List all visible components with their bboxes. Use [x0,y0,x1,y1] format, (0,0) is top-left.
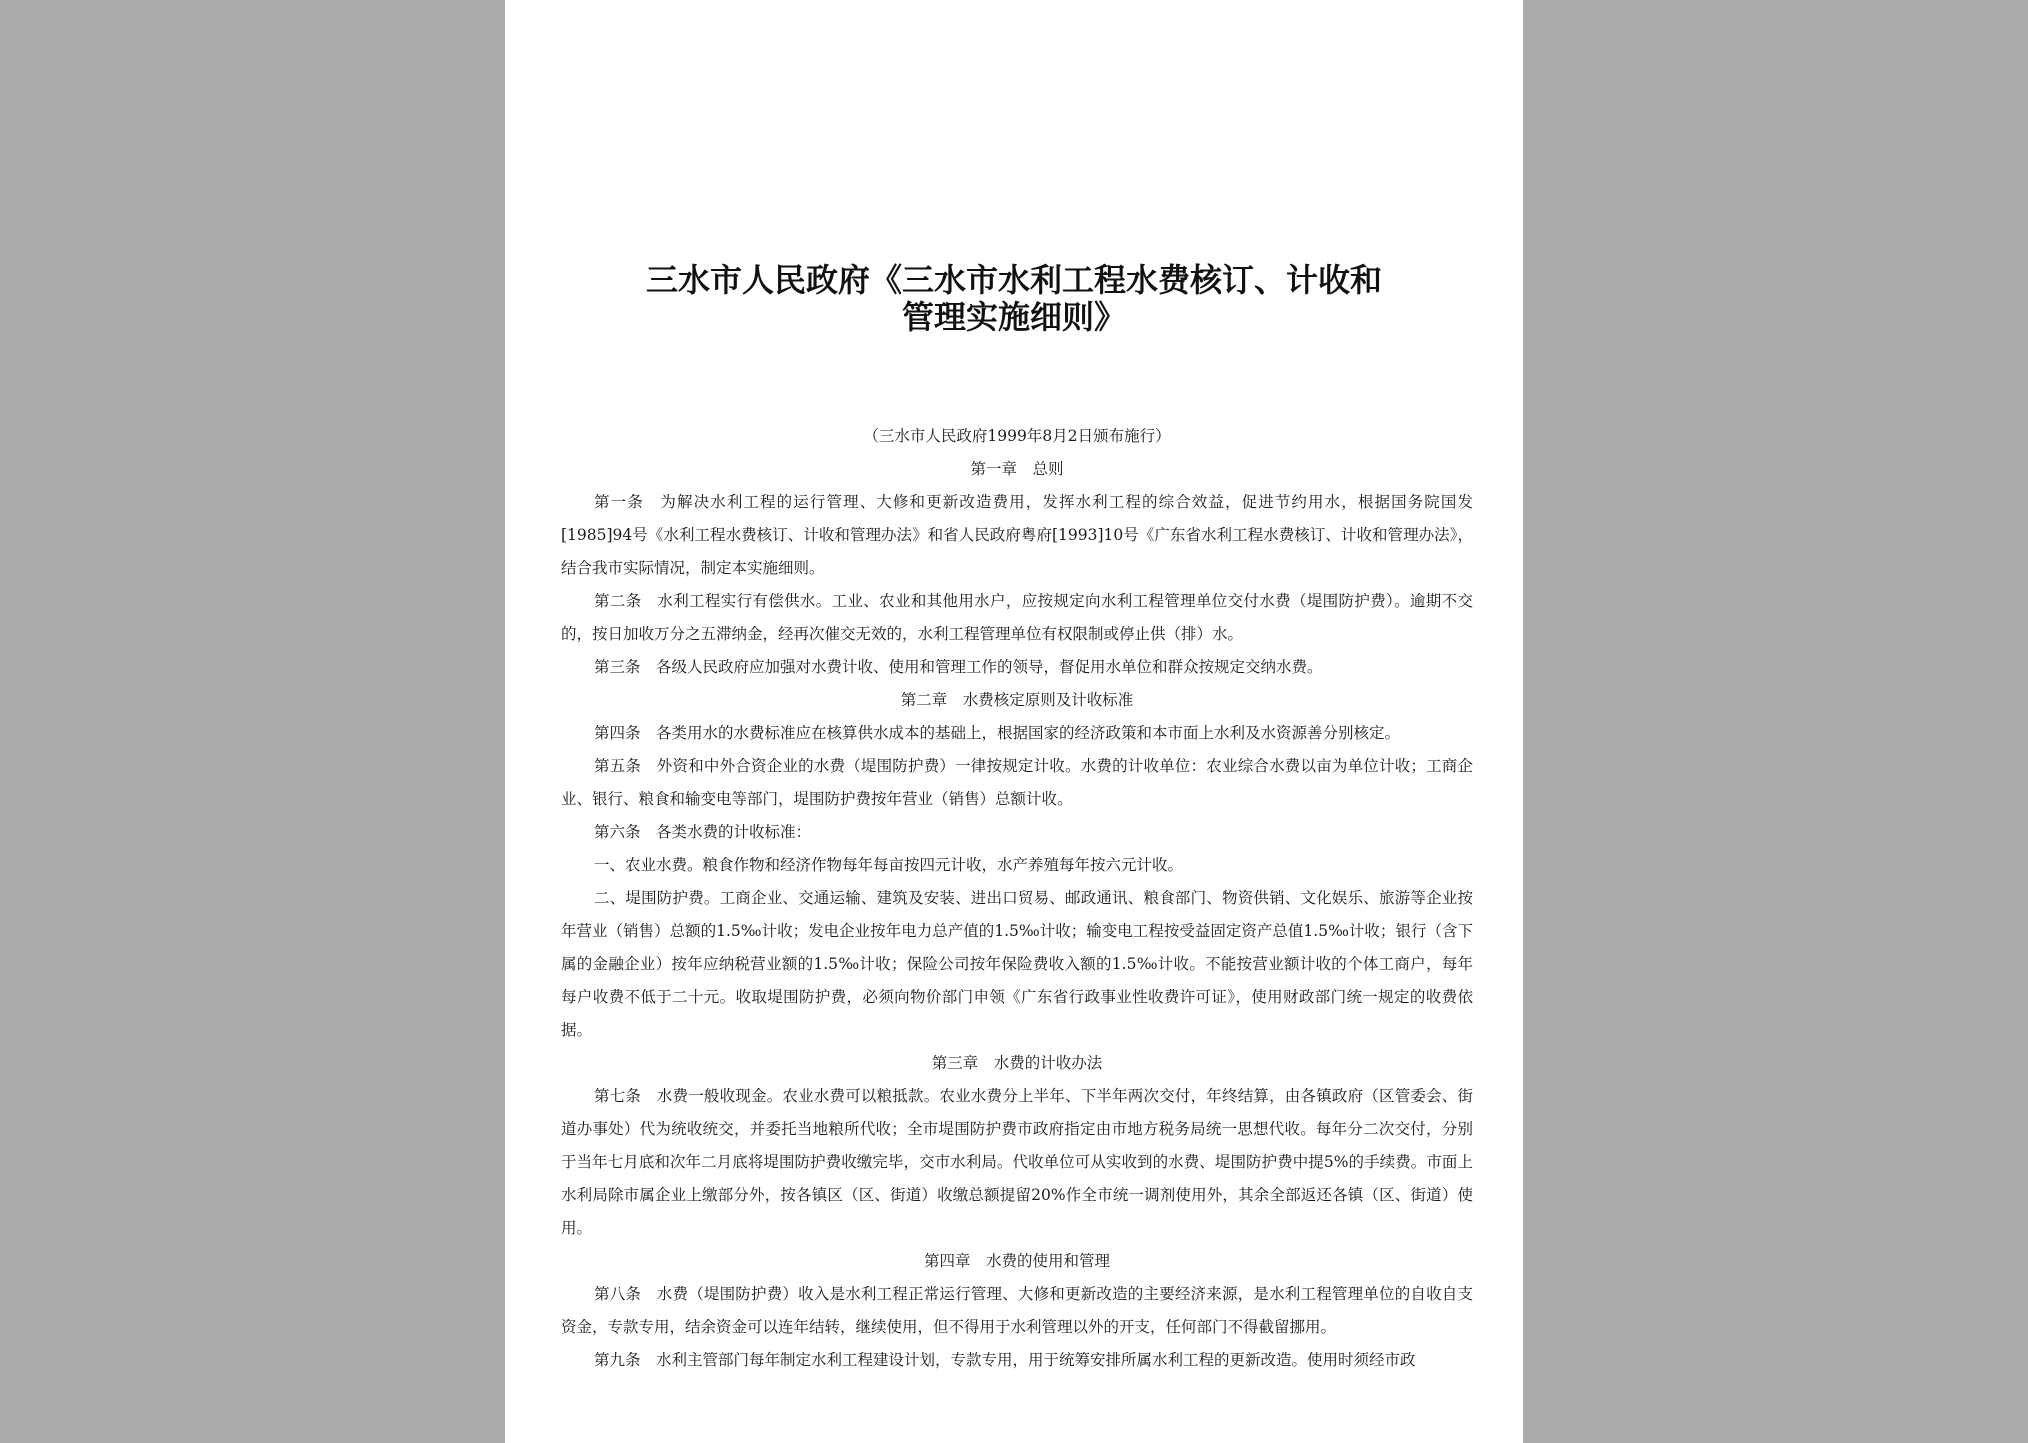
document-page [505,0,1523,1443]
article-2: 第二条 水利工程实行有偿供水。工业、农业和其他用水户，应按规定向水利工程管理单位交付水费（堤围防护费）。逾期不交的，按日加收万分之五滞纳金，经再次催交无效的，水利工程管理单位有权限制或停止供（排）水。 [561,592,1473,643]
article-6-item-2: 二、堤围防护费。工商企业、交通运输、建筑及安装、进出口贸易、邮政通讯、粮食部门、物资供销、文化娱乐、旅游等企业按年营业（销售）总额的1.5‰计收；发电企业按年电力总产值的1.5‰计收；输变电工程按受益固定资产总值1.5‰计收；银行（含下属的金融企业）按年应纳税营业额的1.5‰计收；保险公司按年保险费收入额的1.5‰计收。不能按营业额计收的个体工商户，每年每户收费不低于二十元。收取堤围防护费，必须向物价部门申领《广东省行政事业性收费许可证》，使用财政部门统一规定的收费依据。 [561,889,1473,1039]
article-8: 第八条 水费（堤围防护费）收入是水利工程正常运行管理、大修和更新改造的主要经济来源，是水利工程管理单位的自收自支资金，专款专用，结余资金可以连年结转，继续使用，但不得用于水利管理以外的开支，任何部门不得截留挪用。 [561,1285,1473,1336]
article-4: 第四条 各类用水的水费标准应在核算供水成本的基础上，根据国家的经济政策和本市面上水利及水资源善分别核定。 [594,724,1401,742]
article-6: 第六条 各类水费的计收标准： [594,823,812,841]
article-5: 第五条 外资和中外合资企业的水费（堤围防护费）一律按规定计收。水费的计收单位：农业综合水费以亩为单位计收；工商企业、银行、粮食和输变电等部门，堤围防护费按年营业（销售）总额计收。 [561,757,1473,808]
article-3: 第三条 各级人民政府应加强对水费计收、使用和管理工作的领导，督促用水单位和群众按规定交纳水费。 [594,658,1323,676]
chapter-heading-4: 第四章 水费的使用和管理 [923,1252,1110,1270]
chapter-heading-2: 第二章 水费核定原则及计收标准 [900,691,1134,709]
article-7: 第七条 水费一般收现金。农业水费可以粮抵款。农业水费分上半年、下半年两次交付，年终结算，由各镇政府（区管委会、街道办事处）代为统收统交，并委托当地粮所代收；全市堤围防护费市政府指定由市地方税务局统一思想代收。每年分二次交付，分别于当年七月底和次年二月底将堤围防护费收缴完毕，交市水利局。代收单位可从实收到的水费、堤围防护费中提5%的手续费。市面上水利局除市属企业上缴部分外，按各镇区（区、街道）收缴总额提留20%作全市统一调剂使用外，其余全部返还各镇（区、街道）使用。 [561,1087,1473,1237]
chapter-heading-3: 第三章 水费的计收办法 [931,1054,1103,1072]
chapter-heading-1: 第一章 总则 [970,460,1064,478]
article-9: 第九条 水利主管部门每年制定水利工程建设计划，专款专用，用于统筹安排所属水利工程的更新改造。使用时须经市政 [594,1351,1416,1369]
title-line-1: 三水市人民政府《三水市水利工程水费核订、计收和 [645,261,1382,299]
issue-note: （三水市人民政府1999年8月2日颁布施行） [863,427,1171,445]
document-body [561,420,1473,1377]
document-title [505,262,1523,336]
article-6-item-1: 一、农业水费。粮食作物和经济作物每年每亩按四元计收，水产养殖每年按六元计收。 [594,856,1184,874]
article-1: 第一条 为解决水利工程的运行管理、大修和更新改造费用，发挥水利工程的综合效益，促进节约用水，根据国务院国发[1985]94号《水利工程水费核订、计收和管理办法》和省人民政府粤府[1993]10号《广东省水利工程水费核订、计收和管理办法》，结合我市实际情况，制定本实施细则。 [561,493,1473,577]
title-line-2: 管理实施细则》 [901,298,1126,336]
